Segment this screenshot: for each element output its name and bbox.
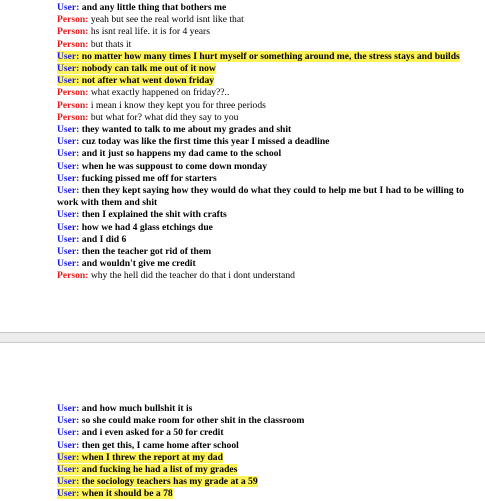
transcript-line [57, 173, 472, 185]
speaker-label: User: [57, 221, 80, 233]
speaker-label: User: [57, 136, 80, 148]
speaker-label: User: [57, 427, 80, 439]
message-text: no matter how many times I hurt myself or something around me, the stress stays and builds [79, 50, 460, 62]
transcript-line [57, 403, 472, 415]
transcript-line [57, 488, 472, 500]
speaker-label: Person: [57, 111, 89, 123]
transcript-line [57, 100, 472, 112]
speaker-label: Person: [57, 26, 89, 38]
transcript-line [57, 270, 472, 282]
transcript-line [57, 161, 472, 173]
speaker-label: User: [57, 2, 80, 13]
message-text: and how much bullshit it is [79, 403, 193, 414]
message-text: and fucking he had a list of my grades [79, 464, 238, 476]
message-text: so she could make room for other shit in the classroom [79, 415, 305, 427]
transcript-line [57, 427, 472, 439]
speaker-label: User: [57, 476, 80, 488]
transcript-line [57, 51, 472, 63]
speaker-label: User: [57, 160, 80, 172]
transcript-line [57, 148, 472, 160]
speaker-label: Person: [57, 14, 89, 26]
transcript-line [57, 185, 472, 209]
message-text: then get this, I came home after school [79, 439, 239, 451]
message-text: when he was suppoust to come down monday [79, 160, 268, 172]
speaker-label: User: [57, 233, 80, 245]
message-text: and i even asked for a 50 for credit [79, 427, 224, 439]
transcript-lines [57, 403, 472, 501]
speaker-label: User: [57, 75, 80, 87]
document-page-2 [0, 342, 485, 501]
message-text: not after what went down friday [79, 75, 215, 87]
message-text: what exactly happened on friday??.. [88, 87, 230, 99]
speaker-label: User: [57, 172, 80, 184]
speaker-label: User: [57, 124, 80, 136]
transcript-line [57, 209, 472, 221]
message-text: i mean i know they kept you for three periods [88, 99, 266, 111]
transcript-line [57, 39, 472, 51]
message-text: fucking pissed me off for starters [79, 172, 217, 184]
message-text: nobody can talk me out of it now [79, 63, 216, 75]
transcript-line [57, 14, 472, 26]
speaker-label: User: [57, 209, 80, 221]
speaker-label: User: [57, 50, 80, 62]
transcript-line [57, 63, 472, 75]
transcript-line [57, 476, 472, 488]
speaker-label: User: [57, 488, 80, 500]
transcript-line [57, 452, 472, 464]
speaker-label: User: [57, 451, 80, 463]
message-text: and it just so happens my dad came to the school [79, 148, 282, 160]
transcript-line [57, 124, 472, 136]
speaker-label: User: [57, 185, 80, 197]
transcript-line [57, 112, 472, 124]
message-text: then the teacher got rid of them [79, 246, 212, 258]
transcript-line [57, 26, 472, 38]
message-text: yeah but see the real world isnt like that [88, 14, 244, 26]
transcript-line [57, 2, 472, 14]
message-text: when it should be a 78 [79, 488, 173, 500]
speaker-label: Person: [57, 38, 89, 50]
message-text: and any little thing that bothers me [79, 2, 227, 13]
transcript-line [57, 234, 472, 246]
message-text: they wanted to talk to me about my grades and shit [79, 124, 292, 136]
speaker-label: User: [57, 246, 80, 258]
transcript-line [57, 246, 472, 258]
message-text: and wouldn't give me credit [79, 258, 196, 270]
transcript-line [57, 258, 472, 270]
speaker-label: Person: [57, 87, 89, 99]
transcript-line [57, 75, 472, 87]
message-text: but what for? what did they say to you [88, 111, 239, 123]
message-text: cuz today was like the first time this year I missed a deadline [79, 136, 330, 148]
speaker-label: User: [57, 258, 80, 270]
speaker-label: User: [57, 403, 80, 414]
transcript-line [57, 136, 472, 148]
message-text: the sociology teachers has my grade at a 59 [79, 476, 258, 488]
transcript-line [57, 87, 472, 99]
message-text: when I threw the report at my dad [79, 451, 223, 463]
message-text: why the hell did the teacher do that i dont understand [88, 270, 295, 282]
speaker-label: User: [57, 415, 80, 427]
speaker-label: User: [57, 148, 80, 160]
message-text: then they kept saying how they would do what they could to help me but I had to be willing to work with them and shit [57, 185, 464, 209]
message-text: but thats it [88, 38, 132, 50]
transcript-line [57, 222, 472, 234]
transcript-line [57, 440, 472, 452]
message-text: how we had 4 glass etchings due [79, 221, 213, 233]
speaker-label: User: [57, 439, 80, 451]
transcript-lines [57, 2, 472, 283]
speaker-label: Person: [57, 270, 89, 282]
speaker-label: Person: [57, 99, 89, 111]
message-text: hs isnt real life. it is for 4 years [88, 26, 210, 38]
speaker-label: User: [57, 464, 80, 476]
transcript-line [57, 415, 472, 427]
message-text: then I explained the shit with crafts [79, 209, 227, 221]
transcript-line [57, 464, 472, 476]
speaker-label: User: [57, 63, 80, 75]
message-text: and I did 6 [79, 233, 127, 245]
